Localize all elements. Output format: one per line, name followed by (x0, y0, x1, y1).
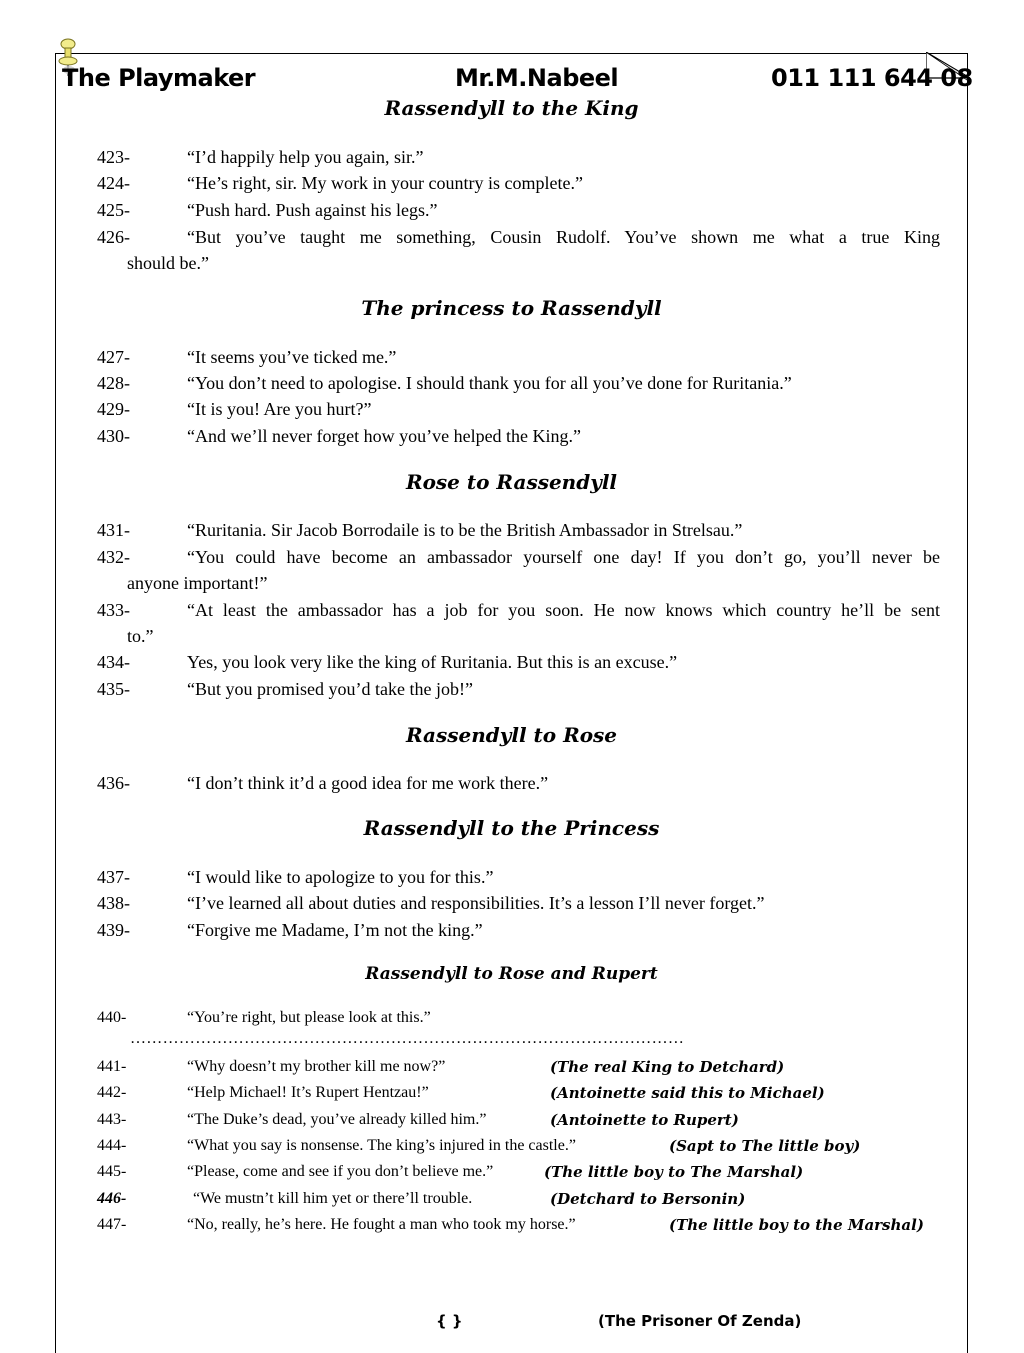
line-number: 424- (97, 173, 130, 193)
line-text: “I’ve learned all about duties and responsibilities. It’s a lesson I’ll never forget.” (187, 893, 765, 913)
line-text: “But you promised you’d take the job!” (187, 679, 473, 699)
header-teacher: Mr.M.Nabeel (455, 64, 619, 92)
speaker-answer: (The little boy to The Marshal) (544, 1163, 804, 1181)
footer-page-number: { } (436, 1312, 463, 1330)
line-number: 444- (97, 1137, 127, 1154)
line-text: “Please, come and see if you don’t believe me.” (187, 1163, 494, 1180)
line-number: 434- (97, 652, 130, 672)
speaker-answer: (Detchard to Bersonin) (550, 1190, 746, 1208)
line-text: “Ruritania. Sir Jacob Borrodaile is to be the British Ambassador in Strelsau.” (187, 520, 743, 540)
header-phone: 011 111 644 08 (771, 64, 973, 92)
line-number: 445- (97, 1163, 127, 1180)
line-number: 438- (97, 893, 130, 913)
section-title: Rose to Rassendyll (405, 470, 618, 494)
line-text: “Push hard. Push against his legs.” (187, 200, 438, 220)
line-number: 432- (97, 547, 130, 567)
line-text: “The Duke’s dead, you’ve already killed him.” (187, 1111, 487, 1128)
line-text: “We mustn’t kill him yet or there’ll trouble. (193, 1190, 473, 1207)
line-text: “Help Michael! It’s Rupert Hentzau!” (187, 1084, 429, 1101)
speaker-answer: (Antoinette said this to Michael) (550, 1084, 825, 1102)
line-number: 430- (97, 426, 130, 446)
section-title: The princess to Rassendyll (361, 296, 662, 320)
line-number: 428- (97, 373, 130, 393)
line-number: 446- (97, 1190, 127, 1207)
line-text: “Forgive me Madame, I’m not the king.” (187, 920, 483, 940)
line-continuation: should be.” (127, 253, 209, 273)
line-number: 433- (97, 600, 130, 620)
line-text: “You’re right, but please look at this.” (187, 1009, 431, 1026)
line-text: “No, really, he’s here. He fought a man who took my horse.” (187, 1216, 576, 1233)
line-number: 437- (97, 867, 130, 887)
line-continuation: to.” (127, 626, 154, 646)
line-text: “I don’t think it’d a good idea for me work there.” (187, 773, 549, 793)
footer-title: (The Prisoner Of Zenda) (598, 1312, 802, 1330)
line-text: “You could have become an ambassador yourself one day! If you don’t go, you’ll never be (187, 547, 940, 567)
line-number: 440- (97, 1009, 127, 1026)
line-number: 439- (97, 920, 130, 940)
line-number: 435- (97, 679, 130, 699)
line-text: “I’d happily help you again, sir.” (187, 147, 424, 167)
speaker-answer: (The little boy to the Marshal) (669, 1216, 924, 1234)
line-text: “But you’ve taught me something, Cousin Rudolf. You’ve shown me what a true King (187, 227, 940, 247)
speaker-answer: (Antoinette to Rupert) (550, 1111, 739, 1129)
section-title: Rassendyll to Rose (405, 723, 618, 747)
line-number: 443- (97, 1111, 127, 1128)
line-number: 447- (97, 1216, 127, 1233)
line-number: 431- (97, 520, 130, 540)
line-number: 441- (97, 1058, 127, 1075)
line-number: 427- (97, 347, 130, 367)
line-text: “At least the ambassador has a job for you soon. He now knows which country he’ll be sent (187, 600, 940, 620)
section-title: Rassendyll to the King (384, 96, 639, 120)
line-text: “He’s right, sir. My work in your country is complete.” (187, 173, 583, 193)
answer-dotted-line: ………………………………………………………………………………………… (130, 1030, 685, 1047)
line-text: “What you say is nonsense. The king’s injured in the castle.” (187, 1137, 576, 1154)
header-brand: The Playmaker (62, 64, 256, 92)
line-number: 423- (97, 147, 130, 167)
line-text: “Why doesn’t my brother kill me now?” (187, 1058, 446, 1075)
line-number: 436- (97, 773, 130, 793)
line-number: 429- (97, 399, 130, 419)
speaker-answer: (The real King to Detchard) (550, 1058, 785, 1076)
line-text: Yes, you look very like the king of Ruritania. But this is an excuse.” (187, 652, 678, 672)
speaker-answer: (Sapt to The little boy) (669, 1137, 861, 1155)
line-number: 442- (97, 1084, 127, 1101)
line-text: “It is you! Are you hurt?” (187, 399, 372, 419)
line-text: “And we’ll never forget how you’ve helped the King.” (187, 426, 582, 446)
line-text: “I would like to apologize to you for this.” (187, 867, 494, 887)
line-number: 425- (97, 200, 130, 220)
line-number: 426- (97, 227, 130, 247)
section-title: Rassendyll to Rose and Rupert (365, 964, 658, 984)
line-text: “It seems you’ve ticked me.” (187, 347, 397, 367)
section-title: Rassendyll to the Princess (363, 816, 660, 840)
line-continuation: anyone important!” (127, 573, 268, 593)
line-text: “You don’t need to apologise. I should thank you for all you’ve done for Ruritania.” (187, 373, 792, 393)
